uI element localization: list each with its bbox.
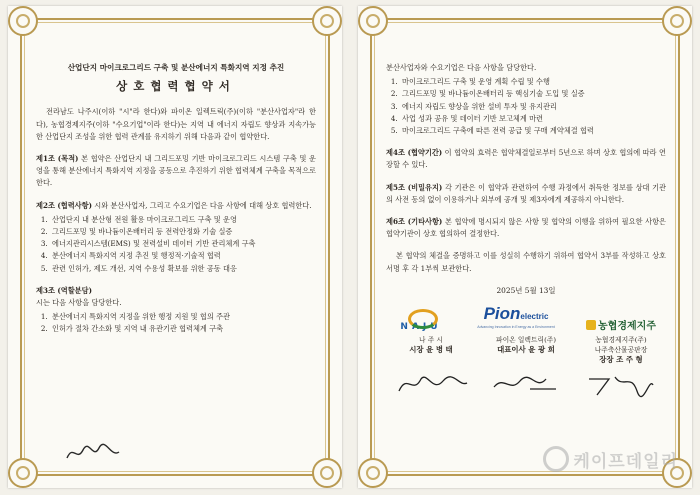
signatory-naju: 나 주 시 시장 윤 병 태 xyxy=(409,336,453,355)
handwritten-signature xyxy=(579,369,659,399)
list-item: 5. 마이크로그리드 구축에 따른 전력 공급 및 구매 계약체결 협력 xyxy=(400,125,666,137)
nh-logo: 농협경제지주 xyxy=(576,320,666,333)
watermark-logo-icon xyxy=(543,446,569,472)
article-4-body: 이 협약의 효력은 협약체결일로부터 5년으로 하며 상호 협의에 따라 연장할 수 있다. xyxy=(386,148,666,170)
article-5-title: 제5조 (비밀유지) xyxy=(386,182,443,192)
list-item: 2. 그리드포밍 및 바나듐이온배터리 등 핵심기술 도입 및 실증 xyxy=(400,88,666,100)
article-3-title: 제3조 (역할분담) xyxy=(36,285,92,295)
article-6 xyxy=(386,216,666,240)
closing-statement: 본 협약의 체결을 증명하고 이를 성실히 수행하기 위하여 협약서 3부를 작성하고 상호 서명 후 각 1부씩 보관한다. xyxy=(386,251,666,273)
list-item: 3. 에너지 자립도 향상을 위한 설비 투자 및 유지관리 xyxy=(400,101,666,113)
corner-ornament xyxy=(8,458,38,488)
article-2-body: 시와 분산사업자, 그리고 수요기업은 다음 사항에 대해 상호 협력한다. xyxy=(94,200,312,210)
corner-ornament xyxy=(662,6,692,36)
document-subtitle: 산업단지 마이크로그리드 구축 및 분산에너지 특화지역 지정 추진 xyxy=(67,63,285,72)
article-5-body: 각 기관은 이 협약과 관련하여 수행 과정에서 취득한 정보를 상대 기관의 사전 동의 없이 이용하거나 외부에 공개 및 제3자에게 제공하지 아니한다. xyxy=(386,182,666,204)
corner-ornament xyxy=(358,6,388,36)
list-item: 1. 마이크로그리드 구축 및 운영 계획 수립 및 수행 xyxy=(400,76,666,88)
article-4 xyxy=(386,147,666,171)
signatures-row xyxy=(386,367,666,401)
corner-ornament xyxy=(312,6,342,36)
article-6-body: 본 협약에 명시되지 않은 사항 및 협약의 이행을 위하여 필요한 사항은 협약기관이 상호 협의하여 결정한다. xyxy=(386,217,666,239)
article-1-body: 본 협약은 산업단지 내 그리드포밍 기반 마이크로그리드 시스템 구축 및 운영을 통해 분산에너지 특화지역 지정을 공동으로 추진하기 위한 협력체계 구축을 목적으로 한다. xyxy=(36,154,316,188)
list-item: 1. 분산에너지 특화지역 지정을 위한 행정 지원 및 협의 주관 xyxy=(50,311,316,323)
handwritten-signature xyxy=(393,369,473,399)
agreement-page-left xyxy=(8,6,342,488)
article-6-title: 제6조 (기타사항) xyxy=(386,217,443,227)
article-1 xyxy=(36,153,316,190)
signatory-list xyxy=(386,335,666,365)
preamble: 전라남도 나주시(이하 "시"라 한다)와 파이온 일렉트릭(주)(이하 "분산사업자"라 한다), 농협경제지주(이하 "수요기업"이라 한다)는 지역 내 에너지 자립도 향상과 지속가능한 산업단지 조성을 위한 협력 관계를 유지하기 위해 다음과 같이 협약한다. xyxy=(36,107,316,141)
left-page-content xyxy=(36,62,316,346)
article-4-title: 제4조 (협약기간) xyxy=(386,148,443,158)
corner-ornament xyxy=(358,458,388,488)
document-title: 상호협력협약서 xyxy=(116,79,236,94)
list-item: 2. 인허가 절차 간소화 및 지역 내 유관기관 협력체계 구축 xyxy=(50,323,316,335)
list-item: 4. 분산에너지 특화지역 지정 추진 및 행정적·기술적 협력 xyxy=(50,250,316,262)
right-page-content xyxy=(386,62,666,401)
handwritten-signature xyxy=(486,369,566,399)
watermark: 케이프데일리 xyxy=(543,446,678,472)
handwritten-signature xyxy=(63,438,123,466)
article-2 xyxy=(36,200,316,212)
article-2-title: 제2조 (협력사항) xyxy=(36,200,92,210)
article-1-title: 제1조 (목적) xyxy=(36,154,79,164)
naju-logo: NAJU xyxy=(386,311,456,333)
article-5 xyxy=(386,182,666,206)
list-item: 3. 에너지관리시스템(EMS) 및 전력설비 데이터 기반 관리체계 구축 xyxy=(50,238,316,250)
corner-ornament xyxy=(8,6,38,36)
pion-electric-logo: Pionelectric Advancing Innovation in Energy as a Environment xyxy=(477,303,555,329)
list-item: 4. 사업 성과 공유 및 데이터 기반 보고체계 마련 xyxy=(400,113,666,125)
agreement-page-right xyxy=(358,6,692,488)
article-2-list xyxy=(36,214,316,275)
list-item: 1. 산업단지 내 분산형 전원 활용 마이크로그리드 구축 및 운영 xyxy=(50,214,316,226)
signatory-pion: 파이온 일렉트릭(주) 대표이사 윤 광 희 xyxy=(496,336,556,355)
signatory-nh: 농협경제지주(주) 나주축산물공판장 장장 조 주 형 xyxy=(594,336,648,365)
role-list xyxy=(386,76,666,137)
corner-ornament xyxy=(312,458,342,488)
article-3-list xyxy=(36,311,316,335)
list-item: 2. 그리드포밍 및 바나듐이온배터리 등 전력안정화 기술 실증 xyxy=(50,226,316,238)
list-item: 5. 관련 인허가, 제도 개선, 지역 수용성 확보를 위한 공동 대응 xyxy=(50,263,316,275)
nh-mark-icon xyxy=(586,320,596,330)
party-logos xyxy=(386,303,666,333)
article-3 xyxy=(36,285,316,309)
signing-date: 2025년 5월 13일 xyxy=(496,285,556,295)
article-3-body: 시는 다음 사항을 담당한다. xyxy=(36,298,122,308)
role-intro: 분산사업자와 수요기업은 다음 사항을 담당한다. xyxy=(386,63,537,72)
naju-swirl-icon xyxy=(408,309,438,329)
